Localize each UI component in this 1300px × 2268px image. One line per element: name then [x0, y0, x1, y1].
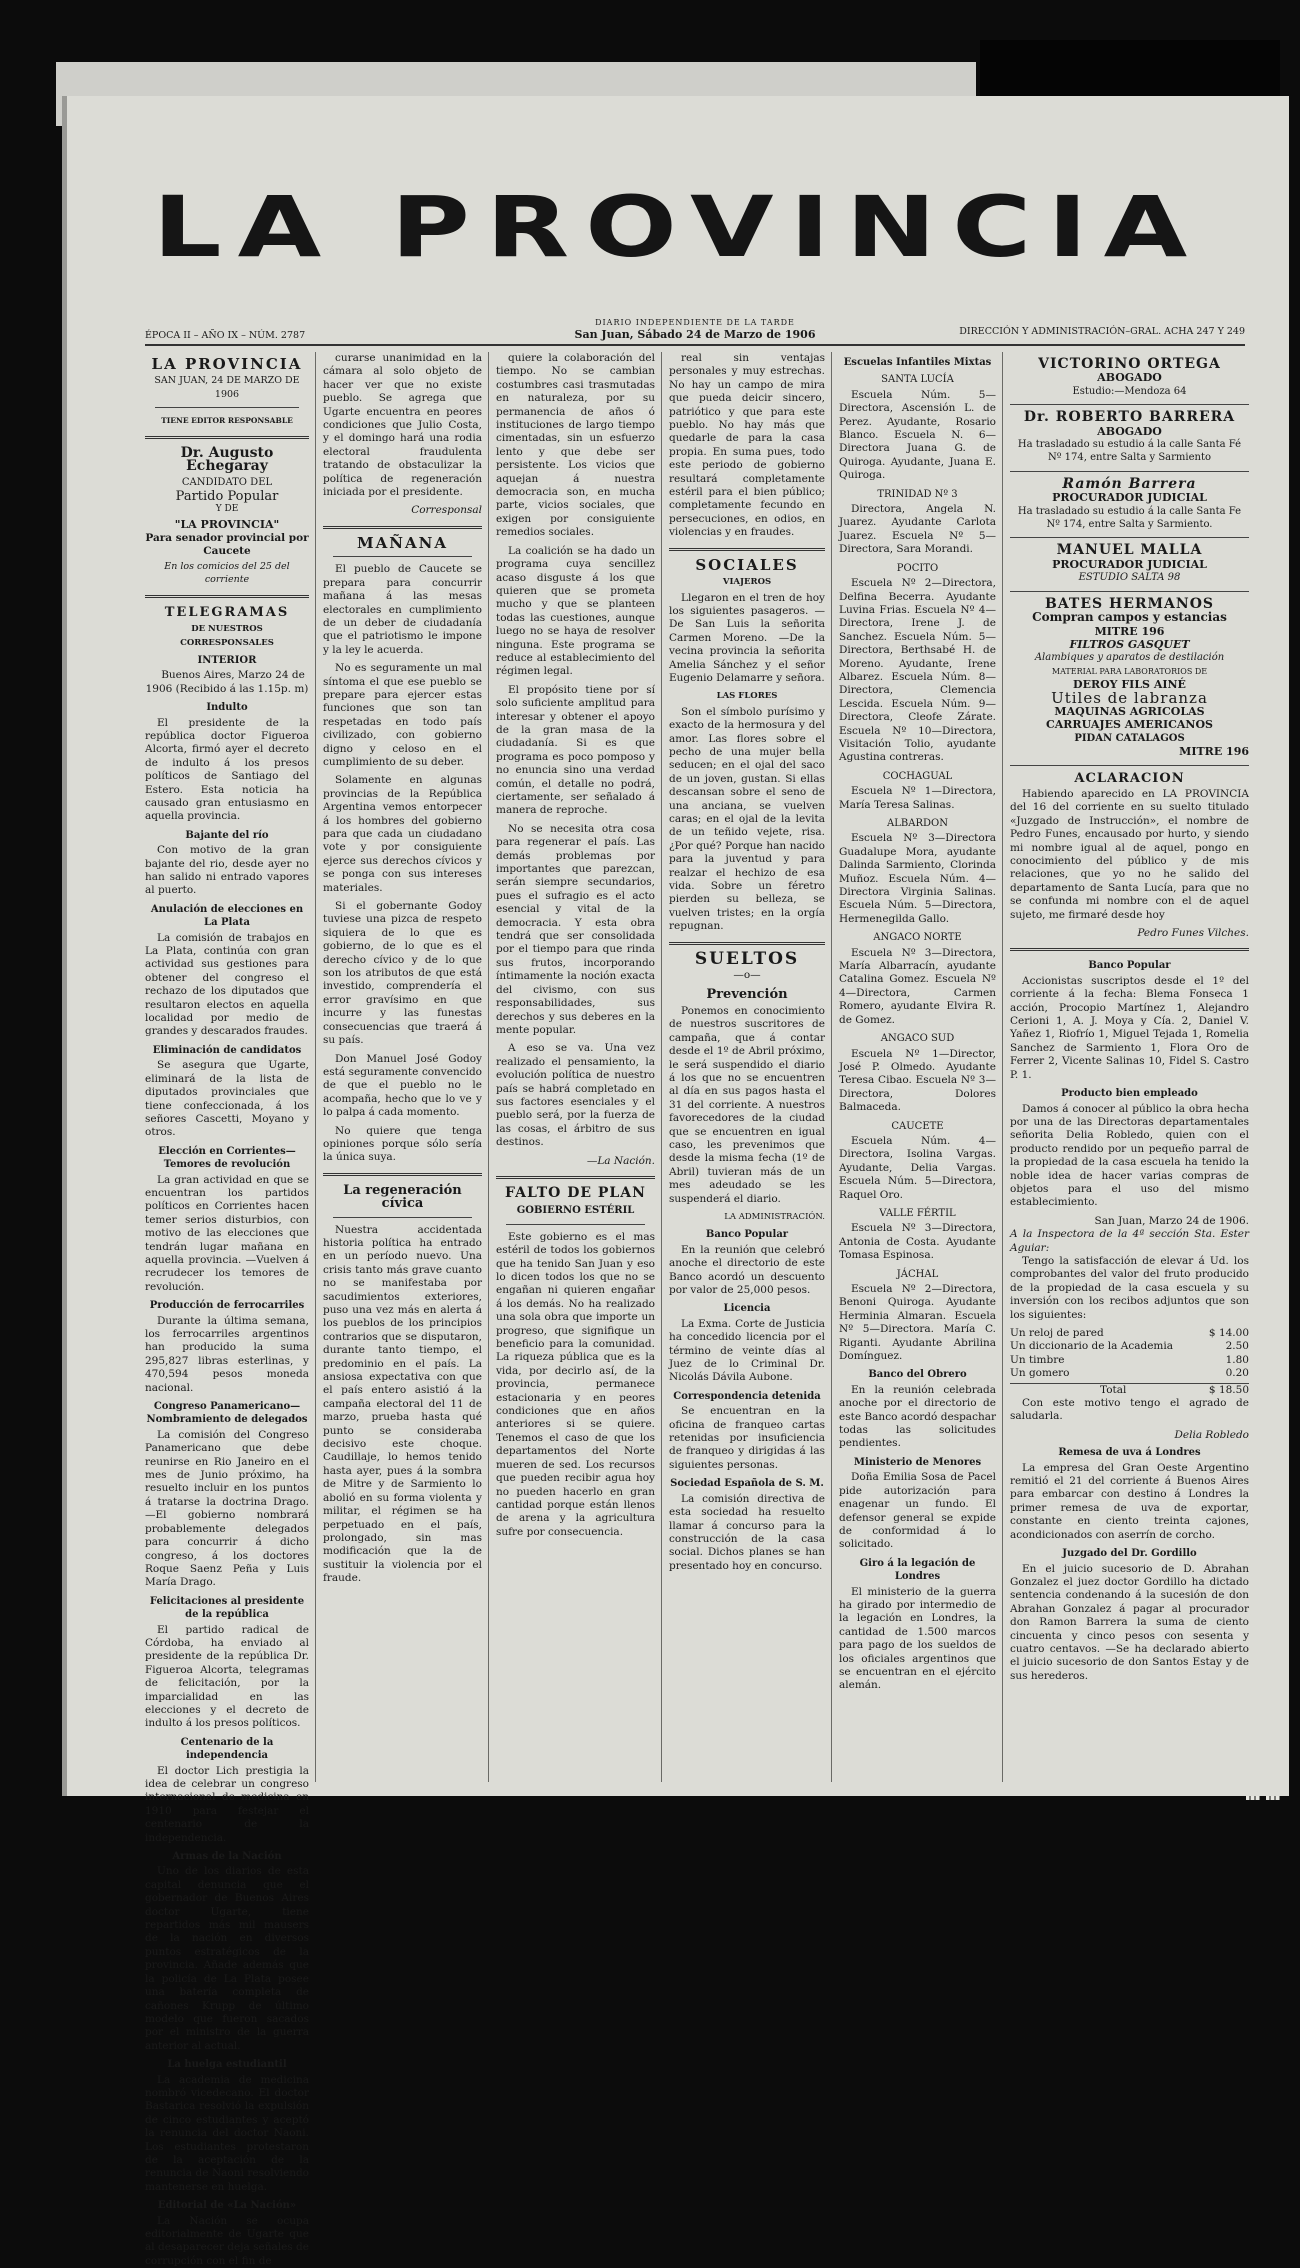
district-heading: ANGACO NORTE — [873, 932, 962, 944]
ad-line: CARRUAJES AMERICANOS — [1046, 718, 1213, 732]
article-paragraph: quiere la colaboración del tiempo. No se cambian costumbres casi trasmutadas en naturaleza, por su permanencia de años ó instituciones de largo tiempo cimentadas, sin un esfuerzo lento y que debe ser persistente. Los vicios que aquejan á nuestra democracia son, en mucha parte, vicios sociales, que exigen por consiguiente remedios sociales. — [496, 352, 655, 539]
paper-name: "LA PROVINCIA" — [174, 517, 280, 531]
ad-line: MAQUINAS AGRICOLAS — [1054, 704, 1205, 718]
news-text: El partido radical de Córdoba, ha enviado al presidente de la república Dr. Figueroa Alcorta, telegramas de felicitación, por la imparcialidad en las elecciones y el decreto de indulto á los presos políticos. — [145, 1623, 309, 1730]
letter-date: San Juan, Marzo 24 de 1906. — [1094, 1214, 1249, 1227]
news-text: Se encuentran en la oficina de franqueo cartas retenidas por insuficiencia de franqueo y dirigidas á las siguientes personas. — [669, 1405, 825, 1471]
signature: Delia Robledo — [1174, 1428, 1249, 1441]
school-list: Escuela Nº 2—Directora, Delfina Becerra. Ayudante Luvina Frias. Escuela Nº 4—Directora, Irene J. de Sanchez. Escuela Núm. 5—Directora, Berthsabé H. de Moreno. Ayudante, Irene Albarez. Escuela Núm. 8—Directora, Clemencia Lescida. Escuela Núm. 9—Directora, Cleofe Zárate. Escuela Nº 10—Directora, Visitación Tolio, ayudante Agustina contreras. — [839, 577, 996, 764]
column-3 — [488, 352, 661, 1782]
news-heading: Giro á la legación de Londres — [859, 1557, 976, 1583]
district-heading: POCITO — [896, 562, 939, 574]
ornament: —o— — [733, 969, 761, 982]
receipt-list — [1010, 1327, 1249, 1381]
news-text: La Nación se ocupa editorialmente de Ugarte que al desaparecer deja señales de corrupción con el fin de — [145, 2214, 309, 2267]
news-text: Damos á conocer al público la obra hecha por una de las Directoras departamentales señorita Delia Robledo, quien con el producto rendido por un pequeño parral de la propiedad de la casa escuela ha tenido la noble idea de hacer varias compras de objetos para el uso del mismo establecimiento. — [1010, 1102, 1249, 1209]
school-list: Escuela Nº 2—Directora, Benoni Quiroga. Ayudante Herminia Almaran. Escuela Nº 5—Directora. María C. Riganti. Ayudante Abrilina Domínguez. — [839, 1283, 996, 1363]
total-amount: $ 18.50 — [1208, 1383, 1249, 1396]
news-heading: Remesa de uva á Londres — [1058, 1447, 1201, 1459]
total-label: Total — [1100, 1383, 1127, 1396]
news-heading: Banco del Obrero — [868, 1369, 967, 1381]
dateline: Buenos Aires, Marzo 24 de 1906 (Recibido á las 1.15p. m) — [145, 669, 309, 695]
editor-note: TIENE EDITOR RESPONSABLE — [161, 416, 293, 426]
news-heading: Eliminación de candidatos — [152, 1044, 302, 1056]
district-heading: COCHAGUAL — [882, 770, 953, 782]
issue-date: San Juan, Sábado 24 de Marzo de 1906 — [574, 328, 816, 341]
news-text: Durante la última semana, los ferrocarriles argentinos han producido la suma 295,827 libras esterlinas, y 470,594 pesos moneda nacional. — [145, 1314, 309, 1394]
article-paragraph: real sin ventajas personales y muy estrechas. No hay un campo de mira que pueda deicir sincero, patriótico y que para este pueblo. No hay más que quedarle de para la casa propia. En suma pues, todo este periodo de gobierno resultará completamente estéril para el bien público; completamente fecundo en persecuciones, en odios, en violencias y en fraudes. — [669, 352, 825, 539]
news-text: El doctor Lich prestigia la idea de celebrar un congreso internacional de medicina en 1910 para festejar el centenario de la independencia. — [145, 1764, 309, 1844]
news-heading: Editorial de «La Nación» — [157, 2200, 297, 2212]
news-heading: Banco Popular — [705, 1229, 789, 1241]
district-heading: VALLE FÉRTIL — [879, 1207, 956, 1219]
district-heading: TRINIDAD Nº 3 — [877, 488, 958, 500]
district-heading: CAUCETE — [891, 1120, 944, 1132]
article-paragraph: Si el gobernante Godoy tuviese una pizca de respeto siquiera de lo que es gobierno, de lo que es el derecho cívico y de lo que son los atributos de que está investido, comprendería el error gravísimo en que incurre y las funestas consecuencias que traerá á su país. — [323, 900, 482, 1047]
and-of: Y DE — [215, 504, 239, 515]
news-heading: Bajante del río — [185, 829, 269, 841]
article-paragraph: El pueblo de Caucete se prepara para concurrir mañana á las mesas electorales en cumplimiento de un deber de ciudadanía que el patriotismo le impone y la ley le acuerda. — [323, 563, 482, 656]
section-date: SAN JUAN, 24 DE MARZO DE 1906 — [154, 375, 300, 400]
district-heading: JÁCHAL — [896, 1268, 939, 1280]
receipt-item-label: Un gomero — [1010, 1367, 1070, 1380]
receipt-item-amount: $ 14.00 — [1208, 1327, 1249, 1339]
news-heading: Correspondencia detenida — [673, 1390, 821, 1402]
info-bar — [145, 318, 1245, 346]
ad-line: MATERIAL PARA LABORATORIOS DE — [1051, 666, 1208, 676]
heading-prevencion: Prevención — [706, 987, 788, 1003]
school-list: Directora, Angela N. Juarez. Ayudante Carlota Juarez. Escuela Nº 5—Directora, Sara Morandi. — [839, 503, 996, 556]
ad-address: Estudio:—Mendoza 64 — [1072, 385, 1187, 397]
article-paragraph: Ponemos en conocimiento de nuestros suscritores de campaña, que á contar desde el 1º de Abril próximo, le será suspendido el diario á los que no se encuentren al día en sus pagos hasta el 31 del corriente. A nuestros favorecedores de la ciudad que se encuentren en igual caso, les prevenimos que desde la misma fecha (1º de Abril) tuvieran más de un mes adeudado se les suspenderá el diario. — [669, 1004, 825, 1205]
article-paragraph: La coalición se ha dado un programa cuya sencillez acaso disguste á los que quieren que se prometa mucho y que se planteen todas las cuestiones, aunque luego no se haya de resolver ninguna. Este programa se reduce al establecimiento del régimen legal. — [496, 544, 655, 678]
article-heading-regeneracion: La regeneración cívica — [343, 1182, 462, 1212]
telegrams-heading: TELEGRAMAS — [164, 604, 290, 620]
issue-number: ÉPOCA II – AÑO IX – NÚM. 2787 — [145, 330, 306, 341]
ad-barrera — [1010, 405, 1249, 472]
ad-line: MITRE 196 — [1094, 624, 1165, 638]
ad-ramon-barrera — [1010, 472, 1249, 539]
article-paragraph: Don Manuel José Godoy está seguramente convencido de que el pueblo no le acompaña, hecho que lo ve y lo palpa á cada momento. — [323, 1052, 482, 1119]
section-heading-sociales: SOCIALES — [695, 555, 799, 574]
article-paragraph: Habiendo aparecido en LA PROVINCIA del 16 del corriente en su suelto titulado «Juzgado de Instrucción», el nombre de Pedro Funes, encausado por hurto, y siendo mi nombre igual al de aquel, pongo en conocimiento del público y de mis relaciones, que yo no he salido del departamento de Santa Lucía, para que no se confunda mi nombre con el de aquel sujeto, me firmaré desde hoy — [1010, 787, 1249, 921]
article-paragraph: A eso se va. Una vez realizado el pensamiento, la evolución política de nuestro país se habrá completado en sus factores esenciales y el pueblo será, por la fuerza de las cosas, el árbitro de sus destinos. — [496, 1042, 655, 1149]
article-paragraph: No es seguramente un mal síntoma el que ese pueblo se prepare para ejercer estas funciones que son tan respetadas en todo país civilizado, con gobierno digno y celoso en el cumplimiento de su deber. — [323, 662, 482, 768]
news-heading: Producto bien empleado — [1061, 1088, 1198, 1100]
interior-heading: INTERIOR — [197, 654, 257, 666]
ad-name: VICTORINO ORTEGA — [1038, 356, 1221, 372]
school-list: Escuela Núm. 4—Directora, Isolina Vargas. Ayudante, Delia Vargas. Escuela Núm. 5—Directora, Raquel Oro. — [839, 1134, 996, 1201]
news-heading: Sociedad Española de S. M. — [670, 1478, 824, 1490]
ad-line: DEROY FILS AINÉ — [1073, 678, 1186, 692]
heading-aclaracion: ACLARACION — [1074, 770, 1185, 786]
ad-title: PROCURADOR JUDICIAL — [1052, 557, 1207, 571]
article-continuation: curarse unanimidad en la cámara al solo objeto de hacer ver que no existe pueblo. Se agrega que Ugarte encuentra en peores condiciones que Julio Costa, y el domingo hará una rodia electoral fraudulenta tratando de obstaculizar la política de regeneración iniciada por el presidente. — [323, 352, 482, 499]
school-list: Escuela Nº 1—Directora, María Teresa Salinas. — [839, 785, 996, 811]
ad-line: Alambiques y aparatos de destilación — [1034, 652, 1225, 664]
news-heading: Producción de ferrocarriles — [149, 1300, 305, 1312]
news-heading: Ministerio de Menores — [853, 1456, 982, 1468]
ad-address: Ha trasladado su estudio á la calle Santa Fé Nº 174, entre Salta y Sarmiento — [1017, 439, 1242, 464]
letter-recipient: A la Inspectora de la 4ª sección Sta. Ester Aguiar: — [1010, 1228, 1249, 1254]
masthead-title: LA PROVINCIA — [152, 178, 1204, 277]
article-paragraph: Nuestra accidentada historia política ha entrado en un período nuevo. Una crisis tanto más grave cuanto no se manifestaba por sacudimientos exteriores, puso una vez más en alerta á los pueblos de los principios contrarios que se disputaron, durante tanto tiempo, el predominio en el país. La ansiosa expectativa con que el país entero asistió á la campaña electoral del 11 de marzo, prueba hasta qué punto se consideraba decisivo este choque. Caudillaje, lo hemos tenido hasta ayer, pues á la sombra de Mitre y de Sarmiento lo abolió en su forma violenta y militar, el régimen se ha perpetuado en el país, prolongado, sin mas modificación que la de sustituir la violencia por el fraude. — [323, 1223, 482, 1585]
news-heading: Felicitaciones al presidente de la república — [149, 1595, 305, 1621]
news-heading: Armas de la Nación — [172, 1851, 282, 1863]
ad-title: PROCURADOR JUDICIAL — [1052, 491, 1207, 505]
ad-line: Utiles de labranza — [1051, 688, 1208, 707]
news-text: Doña Emilia Sosa de Pacel pide autorización para enagenar un fundo. El defensor general se expide de conformidad á lo solicitado. — [839, 1471, 996, 1551]
column-1 — [145, 352, 315, 2267]
article-paragraph: Son el símbolo purísimo y exacto de la hermosura y del amor. Las flores sobre el pecho de una mujer bella seducen; en el ojal del saco de un joven, gustan. Si ellas descansan sobre el seno de una anciana, se vuelven caras; en el ojal de la levita de un teñido vejete, risa. ¿Por qué? Porque han nacido para la juventud y para realzar el hechizo de esa vida. Sobre un féretro pierden su belleza, se vuelven tristes; en la orgía repugnan. — [669, 705, 825, 933]
letter-closing: Con este motivo tengo el agrado de saludarla. — [1010, 1397, 1249, 1423]
news-heading: Anulación de elecciones en La Plata — [150, 903, 304, 929]
district-heading: ALBARDON — [887, 818, 948, 829]
news-text: La comisión directiva de esta sociedad ha resuelto llamar á concurso para la construcción de la casa social. Dichos planes se han presentado hoy en concurso. — [669, 1492, 825, 1572]
ad-title: Compran campos y estancias — [1032, 610, 1227, 625]
news-heading: Elección en Corrientes—Temores de revolución — [158, 1145, 296, 1171]
section-name: LA PROVINCIA — [151, 355, 303, 373]
article-heading-falto: FALTO DE PLAN — [505, 1184, 646, 1201]
column-2 — [315, 352, 488, 1782]
ad-name: Dr. ROBERTO BARRERA — [1023, 409, 1236, 426]
school-list: Escuela Nº 3—Directora, María Albarracín, ayudante Catalina Gomez. Escuela Nº 4—Directora, Carmen Romero, ayudante Elvira R. de Gomez. — [839, 946, 996, 1026]
byline: Corresponsal — [411, 504, 482, 517]
school-list: Escuela Nº 3—Directora, Antonia de Costa. Ayudante Tomasa Espinosa. — [839, 1222, 996, 1262]
news-text: Uno de los diarios de esta capital denuncia que el gobernador de Buenos Aires doctor Ugarte, tiene repartidos más mil mausers de la nación en diversos puntos estratégicos de la provincia. Añade además que la policía de La Plata posee una batería completa de cañones Krupp de último modelo que fueron sacados por el ministro de la guerra anterior al actual. — [145, 1865, 309, 2052]
news-heading: Banco Popular — [1088, 960, 1171, 972]
receipt-item-amount: 1.80 — [1225, 1353, 1249, 1366]
school-list: Escuela Nº 3—Directora Guadalupe Mora, ayudante Dalinda Sarmiento, Clorinda Muñoz. Escuela Núm. 4—Directora Virginia Salinas. Escuela Núm. 5—Directora, Hermenegilda Gallo. — [839, 832, 996, 925]
ad-address: ESTUDIO SALTA 98 — [1078, 572, 1181, 584]
ad-malla — [1010, 538, 1249, 591]
news-heading: Centenario de la independencia — [180, 1736, 274, 1762]
news-text: La empresa del Gran Oeste Argentino remitió el 21 del corriente á Buenos Aires para embarcar con destino á Londres la primer remesa de uva de exportar, constante en ciento treinta cajones, acondicionados con aserrín de corcho. — [1010, 1461, 1249, 1541]
paper-subtitle: DIARIO INDEPENDIENTE DE LA TARDE — [595, 318, 795, 327]
candidate-label: CANDIDATO DEL — [181, 477, 273, 489]
article-subheading: GOBIERNO ESTÉRIL — [516, 1205, 635, 1217]
news-text: El presidente de la república doctor Figueroa Alcorta, firmó ayer el decreto de indulto á los presos políticos de Santiago del Estero. Esta noticia ha causado gran entusiasmo en aquella provincia. — [145, 716, 309, 823]
news-text: La comisión de trabajos en La Plata, continúa con gran actividad sus gestiones para obtener del congreso el rechazo de los diputados que resultaron electos en aquella localidad por medio de grandes y descarados fraudes. — [145, 931, 309, 1038]
article-paragraph: No se necesita otra cosa para regenerar el país. Las demás problemas por importantes que parezcan, serán siempre secundarios, pues el sufragio es el acto esencial y vital de la democracia. Y esta obra tendrá que ser consolidada por el tiempo para que rinda sus frutos, incorporando íntimamente la noción exacta del civismo, con sus responsabilidades, sus derechos y sus deberes en la mente popular. — [496, 822, 655, 1036]
article-paragraph: Este gobierno es el mas estéril de todos los gobiernos que ha tenido San Juan y eso lo dicen todos los que no se engañan ni quieren engañar á los demás. No ha realizado una sola obra que importe un progreso, que signifique un beneficio para la comunidad. La riqueza pública que es la vida, por decirlo así, de la provincia, permanece estacionaria y en peores condiciones que en años anteriores si se quiere. Tenemos el caso de que los departamentos del Norte mueren de sed. Los recursos que pueden recibir agua hoy no pueden hacerlo en gran cantidad porque están llenos de arena y la agricultura sufre por consecuencia. — [496, 1230, 655, 1538]
receipt-item-label: Un diccionario de la Academia — [1010, 1340, 1173, 1353]
schools-heading: Escuelas Infantiles Mixtas — [843, 357, 992, 368]
column-4 — [661, 352, 831, 1782]
news-text: En el juicio sucesorio de D. Abrahan Gonzalez el juez doctor Gordillo ha dictado sentencia condenando á la sucesión de don Abrahan Gonzalez á pagar al procurador don Ramon Barrera la suma de ciento cincuenta y cinco pesos con sesenta y cuatro centavos. —Se ha declarado abierto el juicio sucesorio de don Santos Estay y de sus herederos. — [1010, 1562, 1249, 1682]
receipt-item-label: Un timbre — [1010, 1353, 1065, 1366]
senator-line: Para senador provincial por Caucete — [145, 532, 309, 558]
news-heading: Licencia — [723, 1303, 771, 1315]
column-6 — [1002, 352, 1255, 1782]
district-heading: SANTA LUCÍA — [881, 374, 954, 386]
receipt-item-label: Un reloj de pared — [1010, 1327, 1104, 1339]
ad-line: PIDAN CATALAGOS — [1074, 732, 1185, 744]
party-name: Partido Popular — [175, 488, 279, 504]
ad-ortega — [1010, 352, 1249, 405]
address-line: DIRECCIÓN Y ADMINISTRACIÓN–GRAL. ACHA 247 Y 249 — [959, 326, 1245, 337]
candidate-name: Dr. Augusto Echegaray — [180, 444, 274, 475]
subheading-viajeros: VIAJEROS — [722, 577, 772, 588]
news-text: La gran actividad en que se encuentran los partidos políticos en Corrientes hacen temer serios disturbios, con motivo de las elecciones que tendrán lugar mañana en aquella provincia. —Vuelven á recrudecer los temores de revolución. — [145, 1173, 309, 1293]
letter-text: Tengo la satisfacción de elevar á Ud. los comprobantes del valor del fruto producido de la propiedad de la casa escuela y su inversión con los recibos adjuntos que son los siguientes: — [1010, 1254, 1249, 1321]
article-paragraph: El propósito tiene por sí solo suficiente amplitud para interesar y obtener el apoyo de la gran masa de la ciudadanía. Si es que programa es poco pomposo y no enuncia sino una verdad común, el detalle no podrá, ciertamente, ser señalado á manera de reproche. — [496, 683, 655, 817]
news-text: Con motivo de la gran bajante del rio, desde ayer no han salido ni entrado vapores al puerto. — [145, 844, 309, 897]
article-paragraph: Llegaron en el tren de hoy los siguientes pasageros. —De San Luis la señorita Carmen Moreno. —De la vecina provincia la señorita Amelia Sánchez y el señor Eugenio Delamarre y señora. — [669, 591, 825, 684]
administration-sign: LA ADMINISTRACIÓN. — [724, 1211, 825, 1222]
district-heading: ANGACO SUD — [880, 1033, 955, 1045]
column-5 — [831, 352, 1002, 1782]
news-text: El ministerio de la guerra ha girado por intermedio de la legación en Londres, la cantidad de 1.500 marcos para pago de los sueldos de los oficiales argentinos que se encuentran en el ejército alemán. — [839, 1585, 996, 1692]
news-text: La Exma. Corte de Justicia ha concedido licencia por el término de veinte días al Juez de lo Criminal Dr. Nicolás Dávila Aubone. — [669, 1317, 825, 1384]
news-text: Se asegura que Ugarte, eliminará de la lista de diputados provinciales que tiene confeccionada, á los señores Cascetti, Moyano y otros. — [145, 1059, 309, 1139]
receipt-item-amount: 2.50 — [1225, 1340, 1249, 1353]
receipt-item — [1010, 1327, 1249, 1340]
section-heading-sueltos: SUELTOS — [694, 948, 800, 969]
ad-bates — [1010, 592, 1249, 766]
article-paragraph: Solamente en algunas provincias de la República Argentina vemos entorpecer á los hombres del gobierno para que cada un ciudadano vote y por consiguiente ejerce sus derechos cívicos y se ponga con sus intereses materiales. — [323, 774, 482, 894]
newspaper-page — [62, 96, 1289, 2267]
article-paragraph: No quiere que tenga opiniones porque sólo sería la única suya. — [323, 1124, 482, 1164]
news-heading: Juzgado del Dr. Gordillo — [1062, 1548, 1197, 1560]
ad-address: Ha trasladado su estudio á la calle Santa Fe Nº 174, entre Salta y Sarmiento. — [1017, 505, 1242, 531]
receipt-item — [1010, 1367, 1249, 1380]
ad-line: MITRE 196 — [1179, 745, 1249, 759]
subheading-flores: LAS FLORES — [716, 691, 778, 702]
receipt-item-amount: 0.20 — [1225, 1367, 1249, 1380]
news-heading: La huelga estudiantil — [167, 2059, 287, 2071]
news-text: En la reunión celebrada anoche por el directorio de este Banco acordó despachar todas las solicitudes pendientes. — [839, 1383, 996, 1450]
school-list: Escuela Nº 1—Director, José P. Olmedo. Ayudante Teresa Cibao. Escuela Nº 3—Directora, Dolores Balmaceda. — [839, 1047, 996, 1114]
news-heading: Congreso Panamericano—Nombramiento de delegados — [146, 1401, 308, 1426]
news-text: En la reunión que celebró anoche el directorio de este Banco acordó un descuento por valor de 25,000 pesos. — [669, 1243, 825, 1296]
receipt-item — [1010, 1354, 1249, 1367]
elections-line: En los comicios del 25 del corriente — [164, 560, 290, 586]
news-text: Accionistas suscriptos desde el 1º del corriente á la fecha: Blema Fonseca 1 acción, Procopio Martínez 1, Alejandro Cerioni 1, A. J. Moya y Cía. 2, Daniel V. Yañez 1, Riofrío 1, Miguel Tejada 1, Romelia Sanchez de Sarmiento 1, Flora Oro de Ferrer 2, Vicente Salinas 10, Fidel S. Castro P. 1. — [1010, 974, 1249, 1081]
ad-name: MANUEL MALLA — [1056, 542, 1203, 559]
correspondents-heading: DE NUESTROS CORRESPONSALES — [180, 624, 274, 648]
article-heading-manana: MAÑANA — [357, 533, 448, 552]
receipt-total — [1010, 1383, 1249, 1397]
news-text: La academia de medicina nombró vicedecano. El doctor Bastarica resolvió la expulsión de cinco estudiantes y aceptó la renuncia del doctor Naoni. Los estudiantes protestaron de la aceptación de la renuncia de Naoni resolviendo mantenerse en huelga. — [145, 2073, 309, 2193]
ad-name: Ramón Barrera — [1062, 475, 1197, 492]
school-list: Escuela Núm. 5—Directora, Ascensión L. de Perez. Ayudante, Rosario Blanco. Escuela N. 6—Directora Juana G. de Quiroga. Ayudante, Juana E. Quiroga. — [839, 388, 996, 482]
ad-title: ABOGADO — [1097, 424, 1162, 438]
signature: Pedro Funes Vilches. — [1137, 927, 1249, 940]
ad-line: FILTROS GASQUET — [1069, 637, 1190, 651]
source-credit: —La Nación. — [586, 1154, 655, 1167]
columns — [145, 352, 1255, 2267]
ad-title: ABOGADO — [1097, 371, 1162, 385]
news-heading: Indulto — [206, 702, 248, 714]
news-text: La comisión del Congreso Panamericano que debe reunirse en Rio Janeiro en el mes de Junio próximo, ha resuelto incluir en los puntos á tratarse la doctrina Drago. —El gobierno nombrará probablemente delegados para concurrir á dicho congreso, á los doctores Roque Saenz Peña y Luis María Drago. — [145, 1428, 309, 1589]
ad-name: BATES HERMANOS — [1045, 595, 1214, 612]
receipt-item — [1010, 1340, 1249, 1353]
